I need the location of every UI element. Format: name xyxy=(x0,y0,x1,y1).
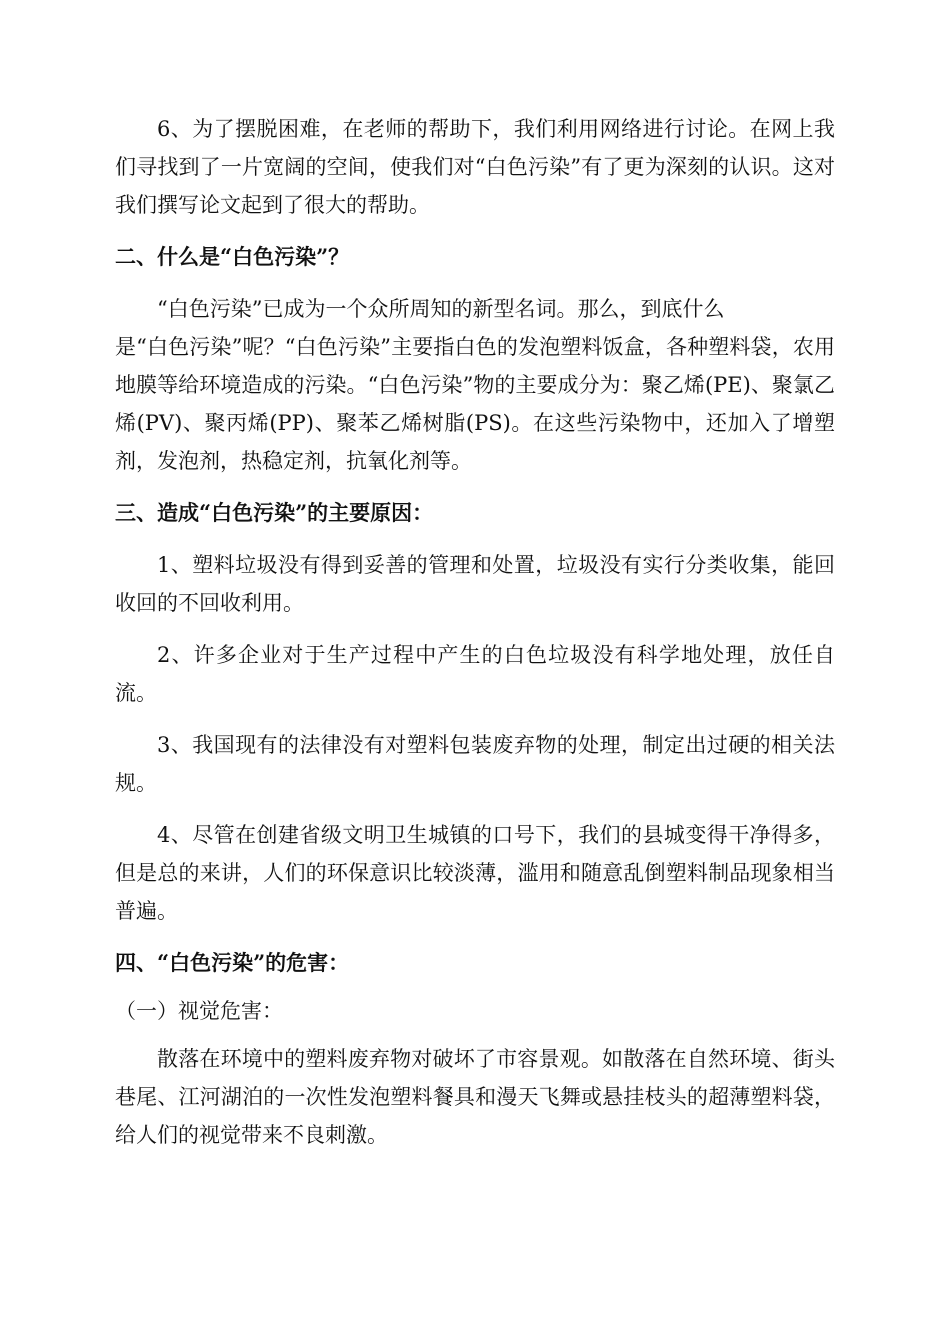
paragraph-item-6: 6、为了摆脱困难，在老师的帮助下，我们利用网络进行讨论。在网上我们寻找到了一片宽阔的空间，使我们对“白色污染”有了更为深刻的认识。这对我们撰写论文起到了很大的帮助。 xyxy=(115,117,835,217)
paragraph-definition-rest: 是“白色污染”呢？“白色污染”主要指白色的发泡塑料饭盒，各种塑料袋，农用地膜等给环境造成的污染。“白色污染”物的主要成分为：聚乙烯(PE)、聚氯乙烯(PV)、聚丙烯(PP)、聚苯乙烯树脂(PS)。在这些污染物中，还加入了增塑剂，发泡剂，热稳定剂，抗氧化剂等。 xyxy=(115,335,835,473)
document-page xyxy=(115,110,835,1154)
subheading-visual-hazard: （一）视觉危害： xyxy=(115,999,283,1023)
cause-item-4: 4、尽管在创建省级文明卫生城镇的口号下，我们的县城变得干净得多，但是总的来讲，人们的环保意识比较淡薄，滥用和随意乱倒塑料制品现象相当普遍。 xyxy=(115,823,835,923)
paragraph-definition-line1: “白色污染”已成为一个众所周知的新型名词。那么，到底什么 xyxy=(157,297,725,321)
heading-hazards: 四、“白色污染”的危害： xyxy=(115,950,350,975)
heading-main-causes: 三、造成“白色污染”的主要原因： xyxy=(115,500,434,525)
paragraph-visual-hazard: 散落在环境中的塑料废弃物对破坏了市容景观。如散落在自然环境、街头巷尾、江河湖泊的一次性发泡塑料餐具和漫天飞舞或悬挂枝头的超薄塑料袋，给人们的视觉带来不良刺激。 xyxy=(115,1047,835,1147)
cause-item-1: 1、塑料垃圾没有得到妥善的管理和处置，垃圾没有实行分类收集，能回收回的不回收利用。 xyxy=(115,553,835,615)
cause-item-3: 3、我国现有的法律没有对塑料包装废弃物的处理，制定出过硬的相关法规。 xyxy=(115,733,835,795)
cause-item-2: 2、许多企业对于生产过程中产生的白色垃圾没有科学地处理，放任自流。 xyxy=(115,643,835,705)
heading-what-is-white-pollution: 二、什么是“白色污染”？ xyxy=(115,244,350,269)
